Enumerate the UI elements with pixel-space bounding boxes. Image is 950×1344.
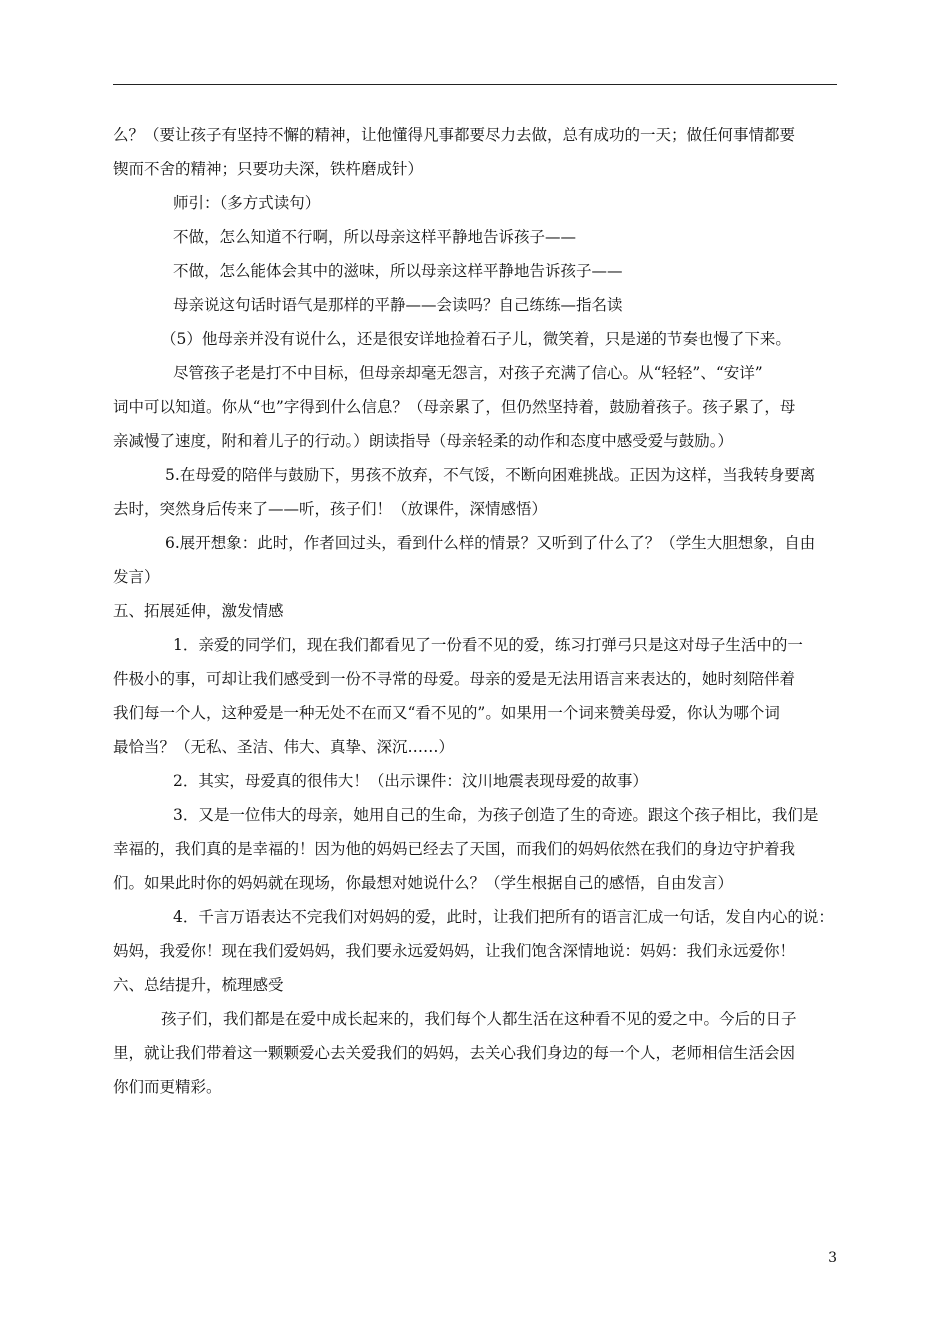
text-line: 尽管孩子老是打不中目标，但母亲却毫无怨言，对孩子充满了信心。从“轻轻”、“安详”	[173, 364, 763, 382]
text-line: 孩子们，我们都是在爱中成长起来的，我们每个人都生活在这种看不见的爱之中。今后的日子	[161, 1010, 797, 1028]
text-line: 你们而更精彩。	[113, 1078, 222, 1096]
section-heading: 六、总结提升，梳理感受	[113, 976, 284, 994]
text-line: 不做，怎么知道不行啊，所以母亲这样平静地告诉孩子——	[173, 228, 577, 246]
text-line: 件极小的事，可却让我们感受到一份不寻常的母爱。母亲的爱是无法用语言来表达的，她时刻陪伴着	[113, 670, 796, 688]
text-line: （5）他母亲并没有说什么，还是很安详地捡着石子儿，微笑着，只是递的节奏也慢了下来。	[161, 330, 791, 348]
text-line: 3．又是一位伟大的母亲，她用自己的生命，为孩子创造了生的奇迹。跟这个孩子相比，我们是	[173, 806, 819, 824]
page-number: 3	[828, 1250, 837, 1266]
section-heading: 五、拓展延伸，激发情感	[113, 602, 284, 620]
document-body	[113, 118, 837, 1104]
text-line: 母亲说这句话时语气是那样的平静——会读吗？自己练练—指名读	[173, 296, 623, 314]
text-line: 幸福的，我们真的是幸福的！因为他的妈妈已经去了天国，而我们的妈妈依然在我们的身边守护着我	[113, 840, 796, 858]
text-line: 1．亲爱的同学们，现在我们都看见了一份看不见的爱，练习打弹弓只是这对母子生活中的一	[173, 636, 803, 654]
text-line: 锲而不舍的精神；只要功夫深，铁杵磨成针）	[113, 160, 424, 178]
text-line: 我们每一个人，这种爱是一种无处不在而又“看不见的”。如果用一个词来赞美母爱，你认为哪个词	[113, 704, 780, 722]
header-rule	[113, 84, 837, 85]
text-line: 不做，怎么能体会其中的滋味，所以母亲这样平静地告诉孩子——	[173, 262, 623, 280]
text-line: 么？（要让孩子有坚持不懈的精神，让他懂得凡事都要尽力去做，总有成功的一天；做任何事情都要	[113, 126, 796, 144]
text-line: 妈妈，我爱你！现在我们爱妈妈，我们要永远爱妈妈，让我们饱含深情地说：妈妈：我们永远爱你！	[113, 942, 796, 960]
text-line: 里，就让我们带着这一颗颗爱心去关爱我们的妈妈，去关心我们身边的每一个人，老师相信生活会因	[113, 1044, 796, 1062]
text-line: 2．其实，母爱真的很伟大！（出示课件：汶川地震表现母爱的故事）	[173, 772, 648, 790]
text-line: 5.在母爱的陪伴与鼓励下，男孩不放弃，不气馁，不断向困难挑战。正因为这样，当我转身要离	[165, 466, 816, 484]
text-line: 去时，突然身后传来了——听，孩子们！（放课件，深情感悟）	[113, 500, 548, 518]
text-line: 亲减慢了速度，附和着儿子的行动。）朗读指导（母亲轻柔的动作和态度中感受爱与鼓励。）	[113, 432, 734, 450]
text-line: 发言）	[113, 568, 160, 586]
text-line: 师引：（多方式读句）	[173, 194, 321, 212]
text-line: 们。如果此时你的妈妈就在现场，你最想对她说什么？（学生根据自己的感悟，自由发言）	[113, 874, 734, 892]
text-line: 6.展开想象：此时，作者回过头，看到什么样的情景？又听到了什么了？（学生大胆想象，自由	[165, 534, 816, 552]
text-line: 词中可以知道。你从“也”字得到什么信息？（母亲累了，但仍然坚持着，鼓励着孩子。孩子累了，母	[113, 398, 796, 416]
text-line: 最恰当？（无私、圣洁、伟大、真挚、深沉……）	[113, 738, 455, 756]
text-line: 4．千言万语表达不完我们对妈妈的爱，此时，让我们把所有的语言汇成一句话，发自内心的说：	[173, 908, 834, 926]
